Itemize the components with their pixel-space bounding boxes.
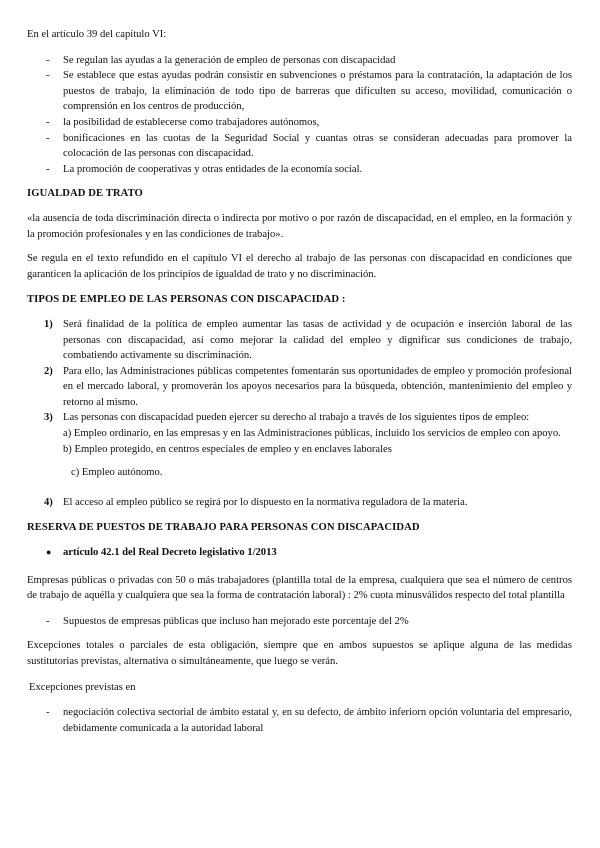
list-item: - Se regulan las ayudas a la generación de empleo de personas con discapacidad [27,53,572,69]
heading-reserva-puestos: RESERVA DE PUESTOS DE TRABAJO PARA PERSONAS CON DISCAPACIDAD [27,522,420,534]
section1-intro: En el artículo 39 del capítulo VI: [27,29,167,40]
item-number: 1) [44,318,53,330]
section1-list [27,53,572,178]
exceptions-paragraph: Excepciones totales o parciales de esta obligación, siempre que en ambos supuestos se aplique alguna de las medidas sustitutorias previstas, alternativa o simultáneamente, que luego se verán. [27,640,572,667]
item-text: Para ello, las Administraciones públicas competentes fomentarán sus oportunidades de empleo y promoción profesional en el mercado laboral, y promoverán los apoyos necesarios para la búsqueda, obtención, mantenimiento del empleo y retorno al mismo. [63,365,572,408]
definition-quote: «la ausencia de toda discriminación directa o indirecta por motivo o por razón de discapacidad, en el empleo, en la formación y la promoción profesionales y en las condiciones de trabajo». [27,212,572,240]
list-item: - La promoción de cooperativas y otras entidades de la economía social. [27,162,572,178]
heading-tipos-empleo: TIPOS DE EMPLEO DE LAS PERSONAS CON DISCAPACIDAD : [27,294,346,306]
document-page [27,27,572,745]
item-number: 4) [44,496,53,508]
reserve-dash-list [27,614,572,630]
list-item: - Supuestos de empresas públicas que incluso han mejorado este porcentaje del 2% [27,614,572,630]
reserve-paragraph: Empresas públicas o privadas con 50 o más trabajadores (plantilla total de la empresa, cualquiera que sea el número de centros de trabajo de aquélla y cualquiera que sea la forma de contratación laboral) : 2% cuota minusválidos respecto del total plantilla [27,574,572,602]
item-text: Será finalidad de la política de empleo aumentar las tasas de actividad y de ocupación e inserción laboral de las personas con discapacidad, así como mejorar la calidad del empleo y dignificar sus condiciones de trabajo, combatiendo activamente su discriminación. [63,318,572,362]
list-item: - bonificaciones en las cuotas de la Seguridad Social y cuantas otras se consideran adecuadas para promover la colocación de las personas con discapacidad. [27,131,572,162]
heading-igualdad: IGUALDAD DE TRATO [27,188,143,200]
item-text: Las personas con discapacidad pueden ejercer su derecho al trabajo a través de los siguientes tipos de empleo: [63,412,530,424]
list-item: - negociación colectiva sectorial de ámbito estatal y, en su defecto, de ámbito inferiorn opción voluntaria del empresario, debidamente comunicada a la autoridad laboral [27,705,572,736]
subitem-a: a) Empleo ordinario, en las empresas y en las Administraciones públicas, incluido los servicios de empleo con apoyo. [63,428,561,440]
item-text: El acceso al empleo público se regirá por lo dispuesto en la normativa reguladora de la materia. [63,496,468,508]
section2-paragraph: Se regula en el texto refundido en el capítulo VI el derecho al trabajo de las personas con discapacidad en condiciones que garanticen la aplicación de los principios de igualdad de trato y no discriminación. [27,253,572,280]
list-item: - la posibilidad de establecerse como trabajadores autónomos, [27,115,572,131]
item-number: 3) [44,412,53,424]
bullet-item [27,545,572,561]
numbered-item [27,410,572,480]
exceptions-label: Excepciones previstas en [29,681,136,693]
subitem-c: c) Empleo autónomo. [71,467,163,479]
numbered-item [27,495,572,511]
employment-types-list [27,317,572,511]
bullet-text: artículo 42.1 del Real Decreto legislativo 1/2013 [63,547,277,559]
subitem-b: b) Empleo protegido, en centros especiales de empleo y en enclaves laborales [63,443,392,455]
numbered-item [27,364,572,411]
numbered-item [27,317,572,364]
exceptions-list [27,705,572,736]
bullet-dot-icon: ● [46,547,52,558]
list-item: - Se establece que estas ayudas podrán consistir en subvenciones o préstamos para la contratación, la adaptación de los puestos de trabajo, la eliminación de todo tipo de barreras que dificulten su acceso, movilidad, comunicación o comprensión en los centros de producción, [27,68,572,115]
item-number: 2) [44,365,53,377]
